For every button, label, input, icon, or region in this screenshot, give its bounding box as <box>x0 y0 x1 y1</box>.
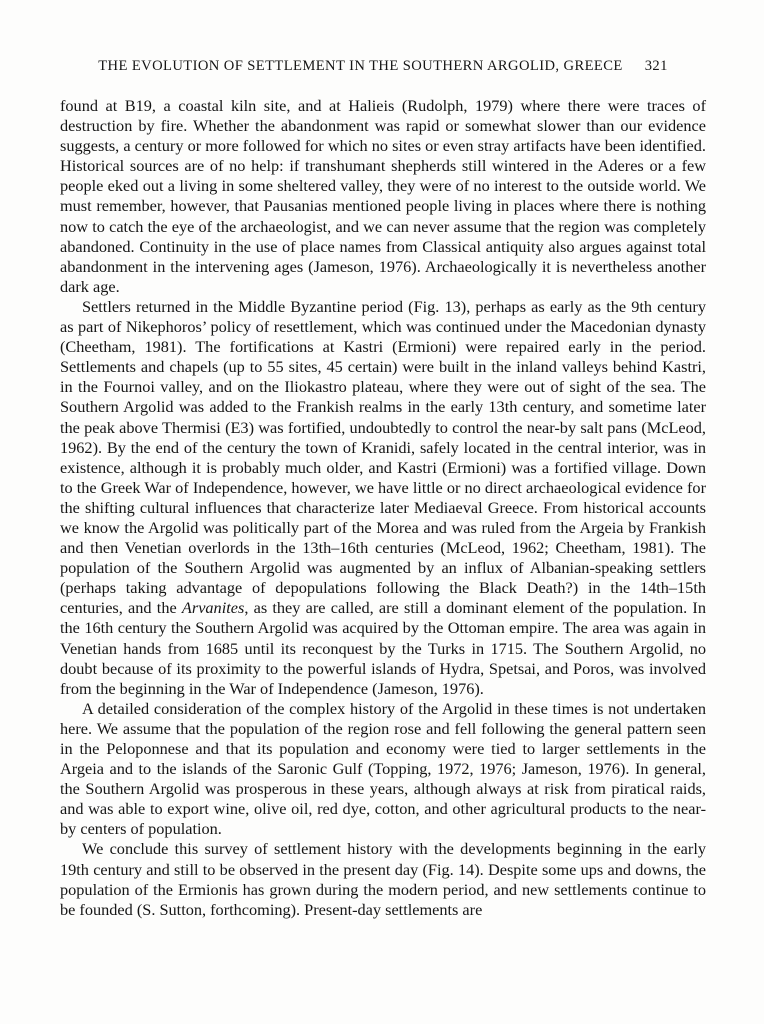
text-run: , as they are called, are still a dominant element of the population. In the 16th century the Southern Argolid was acquired by the Ottoman empire. The area was again in Venetian hands from 1685 until its reconquest by the Turks in 1715. The Southern Argolid, no doubt because of its proximity to the powerful islands of Hydra, Spetsai, and Poros, was involved from the beginning in the War of Independence (Jameson, 1976). <box>60 598 706 698</box>
paragraph <box>60 96 706 297</box>
paragraph <box>60 699 706 840</box>
running-head-title: THE EVOLUTION OF SETTLEMENT IN THE SOUTHERN ARGOLID, GREECE <box>98 58 623 74</box>
paragraph <box>60 839 706 919</box>
text-run: A detailed consideration of the complex history of the Argolid in these times is not undertaken here. We assume that the population of the region rose and fell following the general pattern seen in the Peloponnese and that its population and economy were tied to larger settlements in the Argeia and to the islands of the Saronic Gulf (Topping, 1972, 1976; Jameson, 1976). In general, the Southern Argolid was prosperous in these years, although always at risk from piratical raids, and was able to export wine, olive oil, red dye, cotton, and other agricultural products to the near-by centers of population. <box>60 698 706 839</box>
paragraph <box>60 297 706 699</box>
text-run-italic: Arvanites <box>181 598 245 618</box>
running-head <box>60 58 706 75</box>
body-text <box>60 96 706 920</box>
text-run: Settlers returned in the Middle Byzantine period (Fig. 13), perhaps as early as the 9th century as part of Nikephoros’ policy of resettlement, which was continued under the Macedonian dynasty (Cheetham, 1981). The fortifications at Kastri (Ermioni) were repaired early in the period. Settlements and chapels (up to 55 sites, 45 certain) were built in the inland valleys behind Kastri, in the Fournoi valley, and on the Iliokastro plateau, where they were out of sight of the sea. The Southern Argolid was added to the Frankish realms in the early 13th century, and sometime later the peak above Thermisi (E3) was fortified, undoubtedly to control the near-by salt pans (McLeod, 1962). By the end of the century the town of Kranidi, safely located in the central interior, was in existence, although it is probably much older, and Kastri (Ermioni) was a fortified village. Down to the Greek War of Independence, however, we have little or no direct archaeological evidence for the shifting cultural influences that characterize later Mediaeval Greece. From historical accounts we know the Argolid was politically part of the Morea and was ruled from the Argeia by Frankish and then Venetian overlords in the 13th–16th centuries (McLeod, 1962; Cheetham, 1981). The population of the Southern Argolid was augmented by an influx of Albanian-speaking settlers (perhaps taking advantage of depopulations following the Black Death?) in the 14th–15th centuries, and the <box>60 296 706 618</box>
page-number: 321 <box>644 58 668 74</box>
text-run: We conclude this survey of settlement history with the developments beginning in the early 19th century and still to be observed in the present day (Fig. 14). Despite some ups and downs, the population of the Ermionis has grown during the modern period, and new settlements continue to be founded (S. Sutton, forthcoming). Present-day settlements are <box>60 839 706 919</box>
text-run: found at B19, a coastal kiln site, and at Halieis (Rudolph, 1979) where there were traces of destruction by fire. Whether the abandonment was rapid or somewhat slower than our evidence suggests, a century or more followed for which no sites or even stray artifacts have been identified. Historical sources are of no help: if transhumant shepherds still wintered in the Aderes or a few people eked out a living in some sheltered valley, they were of no interest to the outside world. We must remember, however, that Pausanias mentioned people living in places where there is nothing now to catch the eye of the archaeologist, and we can never assume that the region was completely abandoned. Continuity in the use of place names from Classical antiquity also argues against total abandonment in the intervening ages (Jameson, 1976). Archaeologically it is nevertheless another dark age. <box>60 96 706 296</box>
